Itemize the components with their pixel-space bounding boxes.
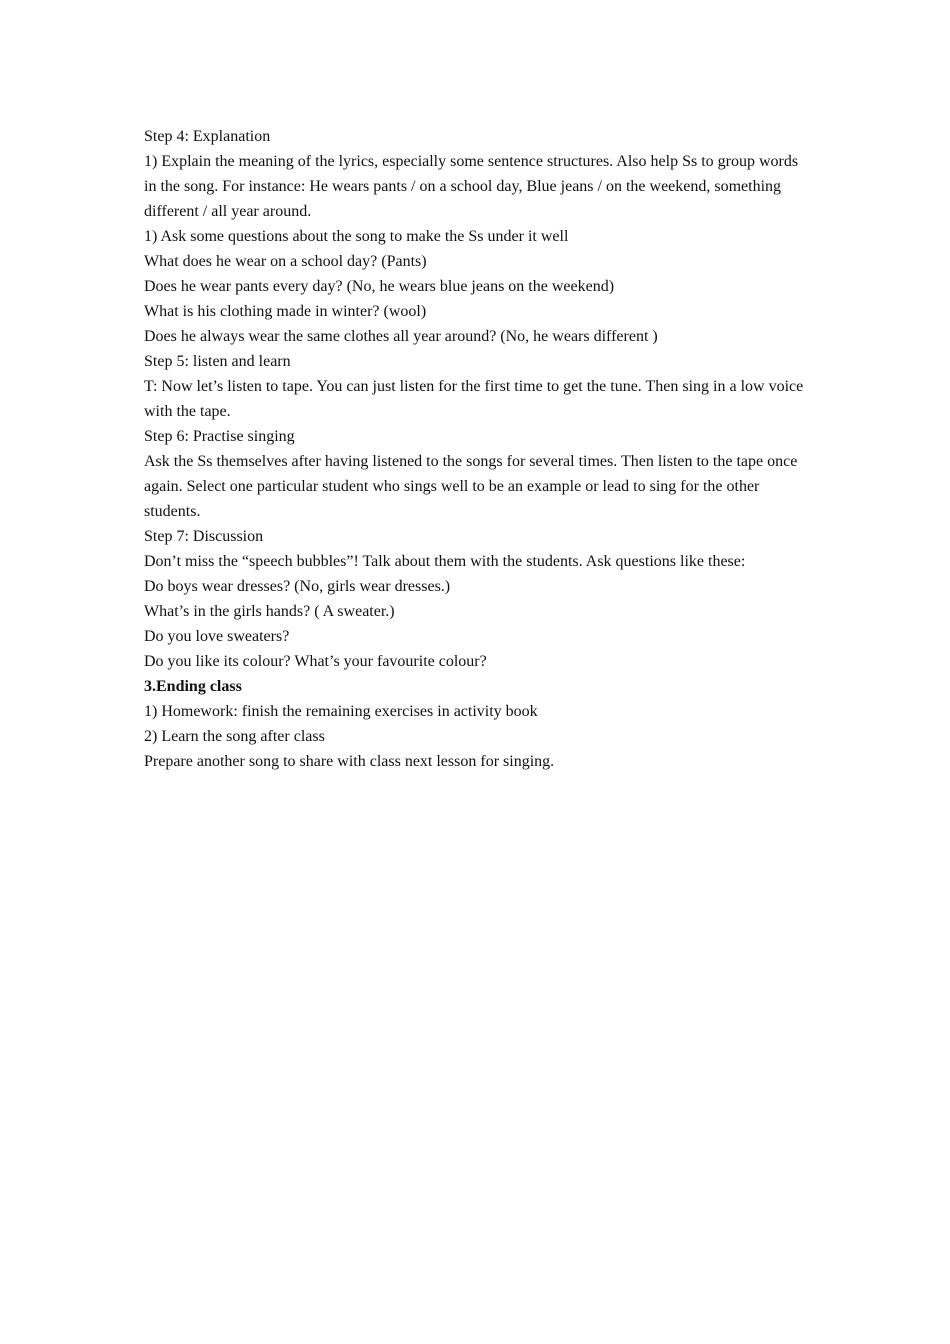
question-line: Do you love sweaters? bbox=[144, 628, 290, 645]
prepare-song-line: Prepare another song to share with class next lesson for singing. bbox=[144, 753, 555, 770]
question-line: What’s in the girls hands? ( A sweater.) bbox=[144, 603, 395, 620]
question-line: What does he wear on a school day? (Pants) bbox=[144, 253, 427, 270]
listen-instruction-paragraph: T: Now let’s listen to tape. You can just listen for the first time to get the tune. Then sing in a low voice with the tape. bbox=[144, 378, 804, 420]
question-line: What is his clothing made in winter? (wool) bbox=[144, 303, 427, 320]
step6-heading: Step 6: Practise singing bbox=[144, 428, 295, 445]
question-line: Do you like its colour? What’s your favourite colour? bbox=[144, 653, 487, 670]
learn-song-item: 2) Learn the song after class bbox=[144, 728, 325, 745]
question-line: Do boys wear dresses? (No, girls wear dresses.) bbox=[144, 578, 451, 595]
question-line: Does he wear pants every day? (No, he wears blue jeans on the weekend) bbox=[144, 278, 615, 295]
practise-paragraph: Ask the Ss themselves after having listened to the songs for several times. Then listen to the tape once again. Select one particular student who sings well to be an example or lead to sing for the other students. bbox=[144, 453, 798, 520]
ending-class-heading: 3.Ending class bbox=[144, 678, 242, 695]
ask-questions-line: 1) Ask some questions about the song to make the Ss under it well bbox=[144, 228, 569, 245]
discussion-intro-line: Don’t miss the “speech bubbles”! Talk about them with the students. Ask questions like these: bbox=[144, 553, 746, 570]
step5-heading: Step 5: listen and learn bbox=[144, 353, 291, 370]
homework-item: 1) Homework: finish the remaining exercises in activity book bbox=[144, 703, 538, 720]
step4-heading: Step 4: Explanation bbox=[144, 128, 271, 145]
question-line: Does he always wear the same clothes all year around? (No, he wears different ) bbox=[144, 328, 658, 345]
step7-heading: Step 7: Discussion bbox=[144, 528, 264, 545]
explain-lyrics-paragraph: 1) Explain the meaning of the lyrics, especially some sentence structures. Also help Ss to group words in the song. For instance: He wears pants / on a school day, Blue jeans / on the weekend, something different / all year around. bbox=[144, 153, 799, 220]
document-body bbox=[144, 124, 806, 774]
